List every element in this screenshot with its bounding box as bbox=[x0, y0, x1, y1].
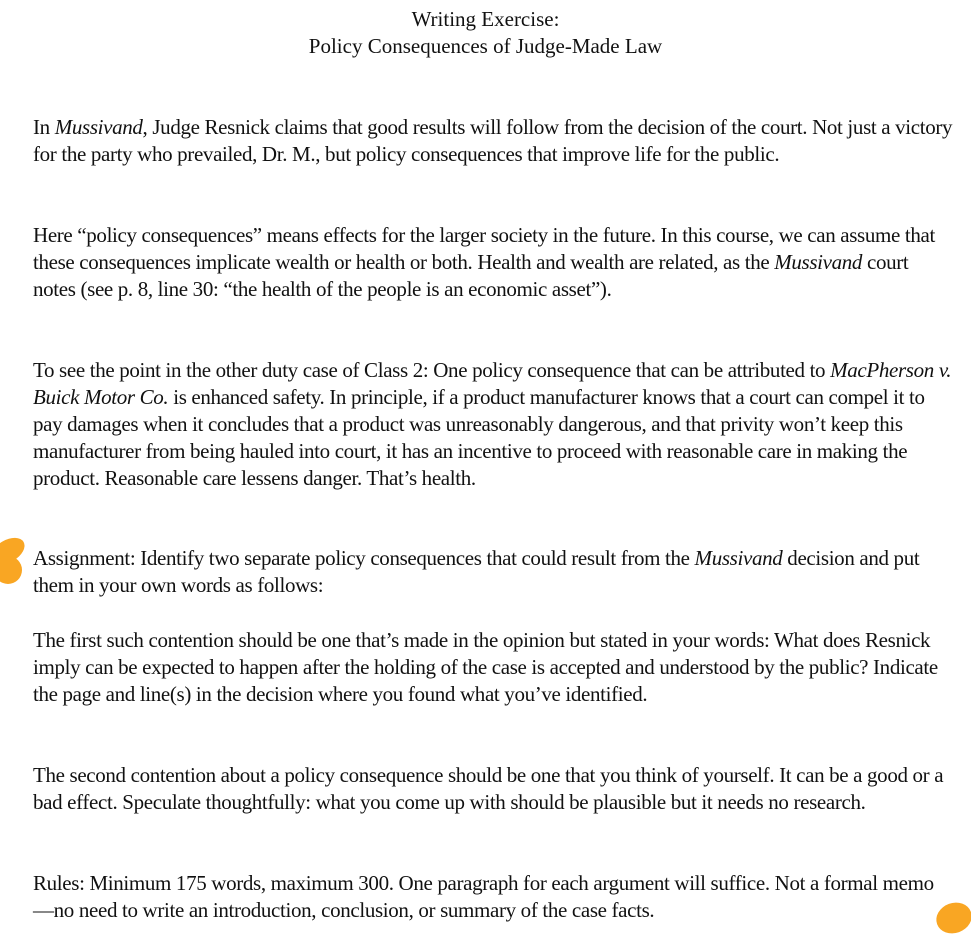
p3-pre: To see the point in the other duty case of Class 2: One policy consequence that can be attributed to bbox=[33, 358, 831, 382]
paragraph-assignment bbox=[33, 545, 953, 599]
p1-case-name: Mussivand bbox=[54, 115, 143, 139]
title-line-2: Policy Consequences of Judge-Made Law bbox=[308, 34, 663, 58]
p2-case-name: Mussivand bbox=[774, 250, 863, 274]
p1-post: , Judge Resnick claims that good results will follow from the decision of the court. Not just a victory for the party who prevailed, Dr. M., but policy consequences that improve life for the public. bbox=[33, 115, 953, 166]
p4-pre: Assignment: Identify two separate policy consequences that could result from the bbox=[33, 546, 695, 570]
highlight-mark-left-lower bbox=[0, 556, 22, 584]
paragraph-rules: Rules: Minimum 175 words, maximum 300. One paragraph for each argument will suffice. Not a formal memo—no need to write an introduction, conclusion, or summary of the case facts. bbox=[33, 871, 934, 922]
paragraph-definition bbox=[33, 222, 953, 303]
p3-case-name: MacPherson v. Buick Motor Co. bbox=[33, 358, 952, 409]
p4-post: decision and put them in your own words as follows: bbox=[33, 546, 920, 597]
paragraph-intro bbox=[33, 114, 953, 168]
p1-pre: In bbox=[33, 115, 55, 139]
p2-pre: Here “policy consequences” means effects for the larger society in the future. In this course, we can assume that these consequences implicate wealth or health or both. Health and wealth are related, as the bbox=[33, 223, 935, 274]
p3-post: is enhanced safety. In principle, if a product manufacturer knows that a court can compel it to pay damages when it concludes that a product was unreasonably dangerous, and that privity won’t keep this manufacturer from being hauled into court, it has an incentive to proceed with reasonable care in making the product. Reasonable care lessens danger. That’s health. bbox=[33, 385, 925, 490]
paragraph-example bbox=[33, 357, 953, 492]
paragraph-second-contention: The second contention about a policy consequence should be one that you think of yourself. It can be a good or a bad effect. Speculate thoughtfully: what you come up with should be plausible but it needs no research. bbox=[33, 763, 944, 814]
p4-case-name: Mussivand bbox=[694, 546, 783, 570]
paragraph-first-contention: The first such contention should be one that’s made in the opinion but stated in your words: What does Resnick imply can be expected to happen after the holding of the case is accepted and understood by the public? Indicate the page and line(s) in the decision where you found what you’ve identified. bbox=[33, 628, 938, 706]
title-line-1: Writing Exercise: bbox=[411, 7, 560, 31]
p2-post: court notes (see p. 8, line 30: “the health of the people is an economic asset”). bbox=[33, 250, 909, 301]
document-title bbox=[0, 6, 971, 60]
